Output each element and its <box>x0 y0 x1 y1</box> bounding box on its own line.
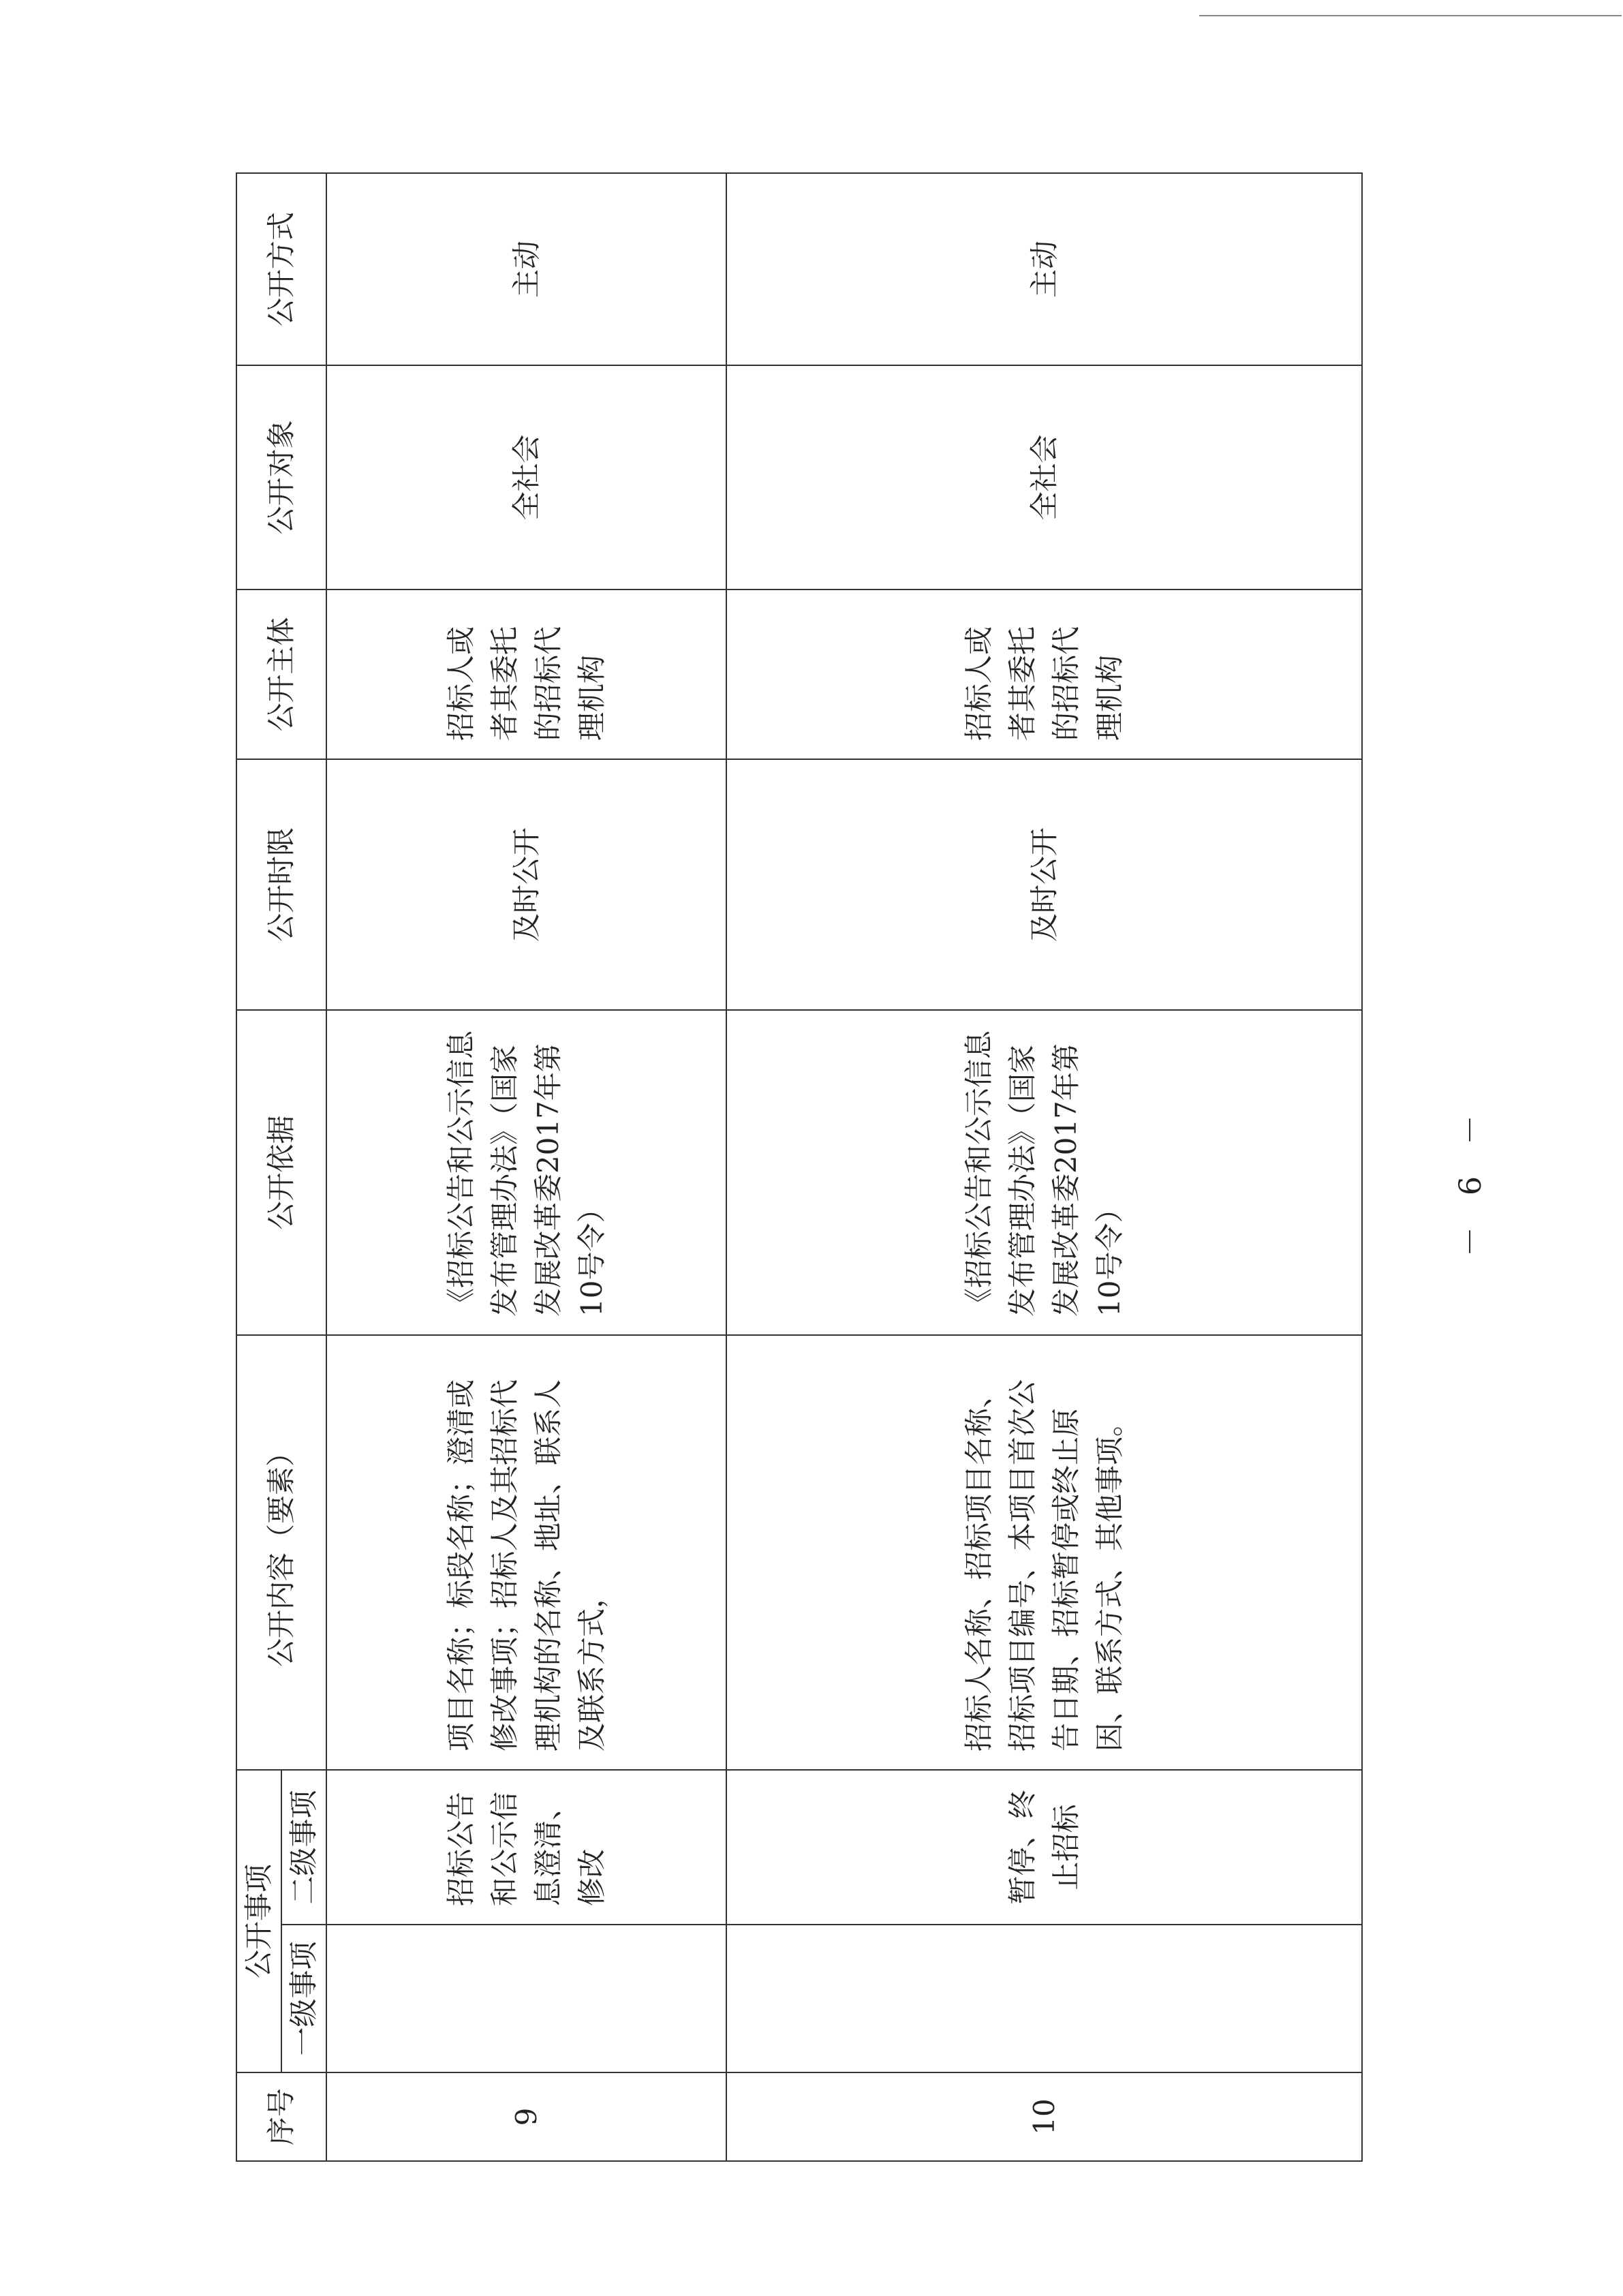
cell-seq: 9 <box>326 2072 726 2161</box>
cell-time-limit: 及时公开 <box>326 759 726 1010</box>
cell-target: 全社会 <box>326 365 726 590</box>
header-subject: 公开主体 <box>236 590 326 759</box>
cell-content: 招标人名称、招标项目名称、招标项目编号、本项目首次公告日期、招标暂停或终止原因、联系方式、其他事项。 <box>726 1335 1362 1770</box>
cell-method: 主动 <box>326 173 726 365</box>
cell-basis: 《招标公告和公示信息发布管理办法》（国家发展改革委2017年第10号令） <box>726 1010 1362 1335</box>
cell-seq: 10 <box>726 2072 1362 2161</box>
header-matter: 公开事项 <box>236 1770 281 2072</box>
header-level2: 二级事项 <box>281 1770 326 1925</box>
cell-time-limit: 及时公开 <box>726 759 1362 1010</box>
table-row <box>726 173 1362 2161</box>
cell-basis: 《招标公告和公示信息发布管理办法》（国家发展改革委2017年第10号令） <box>326 1010 726 1335</box>
header-basis: 公开依据 <box>236 1010 326 1335</box>
cell-subject: 招标人或者其委托的招标代理机构 <box>326 590 726 759</box>
cell-level2: 暂停、终止招标 <box>726 1770 1362 1925</box>
cell-level1 <box>726 1925 1362 2072</box>
table-row <box>326 173 726 2161</box>
disclosure-table <box>236 172 1363 2162</box>
header-method: 公开方式 <box>236 173 326 365</box>
cell-content: 项目名称；标段名称；澄清或修改事项；招标人及其招标代理机构的名称、地址、联系人及联系方式， <box>326 1335 726 1770</box>
page-number: － 6 － <box>1453 1104 1488 1257</box>
header-level1: 一级事项 <box>281 1925 326 2072</box>
header-seq: 序号 <box>236 2072 326 2161</box>
cell-method: 主动 <box>726 173 1362 365</box>
header-row <box>236 173 281 2161</box>
cell-level2: 招标公告和公示信息澄清、修改 <box>326 1770 726 1925</box>
rotated-table-container <box>236 174 1357 2162</box>
header-content: 公开内容（要素） <box>236 1335 326 1770</box>
cell-target: 全社会 <box>726 365 1362 590</box>
header-time-limit: 公开时限 <box>236 759 326 1010</box>
top-rule <box>1199 15 1622 16</box>
cell-subject: 招标人或者其委托的招标代理机构 <box>726 590 1362 759</box>
cell-level1 <box>326 1925 726 2072</box>
header-target: 公开对象 <box>236 365 326 590</box>
